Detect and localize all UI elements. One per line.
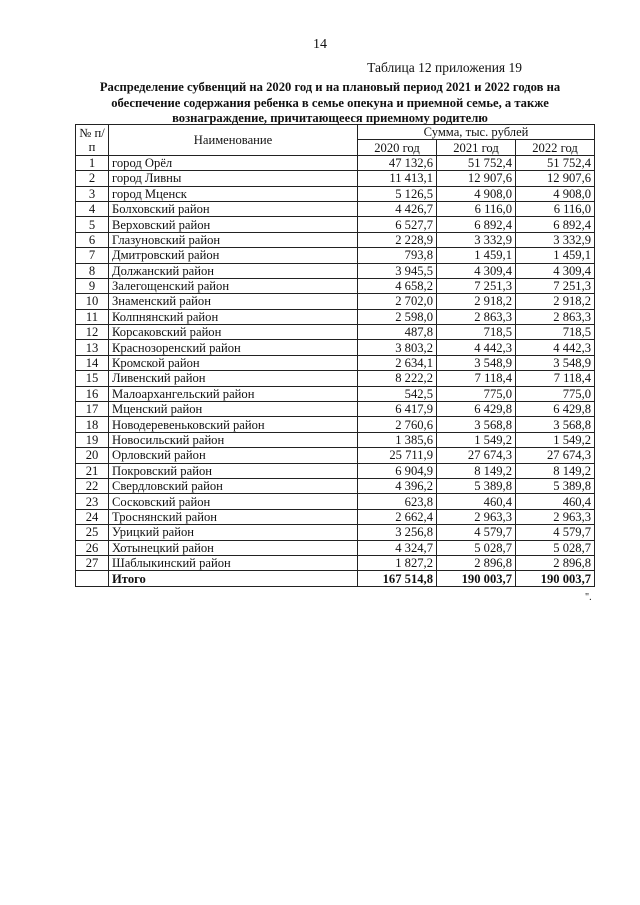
row-value-2020: 2 228,9 (358, 232, 437, 247)
table-row (76, 309, 595, 324)
row-name: Покровский район (109, 463, 358, 478)
table-footer (76, 571, 595, 586)
row-value-2020: 3 945,5 (358, 263, 437, 278)
row-number: 27 (76, 555, 109, 570)
row-value-2022: 7 118,4 (516, 371, 595, 386)
row-name: Шаблыкинский район (109, 555, 358, 570)
row-number: 7 (76, 248, 109, 263)
row-value-2020: 542,5 (358, 386, 437, 401)
table-row (76, 278, 595, 293)
row-value-2020: 2 598,0 (358, 309, 437, 324)
header-year-2020: 2020 год (358, 140, 437, 155)
row-value-2022: 1 549,2 (516, 432, 595, 447)
row-value-2021: 2 918,2 (437, 294, 516, 309)
row-value-2021: 775,0 (437, 386, 516, 401)
row-value-2021: 460,4 (437, 494, 516, 509)
row-number: 11 (76, 309, 109, 324)
header-name: Наименование (109, 125, 358, 156)
row-value-2021: 4 442,3 (437, 340, 516, 355)
row-name: Краснозоренский район (109, 340, 358, 355)
header-sum: Сумма, тыс. рублей (358, 125, 595, 140)
table-row (76, 463, 595, 478)
row-number: 5 (76, 217, 109, 232)
document-title: Распределение субвенций на 2020 год и на плановый период 2021 и 2022 годов на обеспечение содержания ребенка в семье опекуна и приемной семье, а также вознаграждение, причитающееся приемному родителю (99, 80, 561, 125)
row-value-2020: 47 132,6 (358, 155, 437, 170)
row-number: 18 (76, 417, 109, 432)
row-name: Колпнянский район (109, 309, 358, 324)
row-value-2022: 12 907,6 (516, 171, 595, 186)
end-mark: ". (585, 592, 592, 603)
row-value-2020: 623,8 (358, 494, 437, 509)
table-row (76, 248, 595, 263)
table-reference: Таблица 12 приложения 19 (367, 60, 522, 75)
row-value-2020: 1 385,6 (358, 432, 437, 447)
table-row (76, 171, 595, 186)
row-value-2021: 6 892,4 (437, 217, 516, 232)
page-number: 14 (313, 37, 327, 52)
row-number: 24 (76, 509, 109, 524)
row-value-2021: 12 907,6 (437, 171, 516, 186)
row-value-2021: 7 251,3 (437, 278, 516, 293)
row-name: Залегощенский район (109, 278, 358, 293)
row-value-2022: 1 459,1 (516, 248, 595, 263)
row-value-2020: 2 760,6 (358, 417, 437, 432)
row-value-2022: 3 568,8 (516, 417, 595, 432)
row-name: Ливенский район (109, 371, 358, 386)
row-value-2022: 6 429,8 (516, 402, 595, 417)
row-value-2020: 2 634,1 (358, 355, 437, 370)
row-value-2022: 5 389,8 (516, 478, 595, 493)
row-value-2021: 4 579,7 (437, 525, 516, 540)
row-value-2021: 5 389,8 (437, 478, 516, 493)
table-row (76, 186, 595, 201)
row-value-2022: 7 251,3 (516, 278, 595, 293)
table-header (76, 125, 595, 156)
row-name: Болховский район (109, 201, 358, 216)
row-number: 20 (76, 448, 109, 463)
row-value-2021: 2 896,8 (437, 555, 516, 570)
row-value-2020: 487,8 (358, 325, 437, 340)
row-value-2022: 6 892,4 (516, 217, 595, 232)
row-value-2022: 4 442,3 (516, 340, 595, 355)
row-value-2021: 3 332,9 (437, 232, 516, 247)
row-name: Свердловский район (109, 478, 358, 493)
row-value-2022: 775,0 (516, 386, 595, 401)
header-year-2022: 2022 год (516, 140, 595, 155)
row-name: город Ливны (109, 171, 358, 186)
row-value-2021: 2 863,3 (437, 309, 516, 324)
row-value-2022: 2 963,3 (516, 509, 595, 524)
table-row (76, 417, 595, 432)
row-value-2022: 51 752,4 (516, 155, 595, 170)
table-row (76, 263, 595, 278)
row-value-2020: 11 413,1 (358, 171, 437, 186)
row-name: Троснянский район (109, 509, 358, 524)
total-2020: 167 514,8 (358, 571, 437, 586)
row-value-2022: 4 309,4 (516, 263, 595, 278)
row-value-2022: 3 548,9 (516, 355, 595, 370)
table-row (76, 478, 595, 493)
table-row (76, 355, 595, 370)
total-number-cell (76, 571, 109, 586)
row-value-2022: 4 579,7 (516, 525, 595, 540)
row-value-2021: 5 028,7 (437, 540, 516, 555)
total-row (76, 571, 595, 586)
row-value-2022: 2 896,8 (516, 555, 595, 570)
table-row (76, 232, 595, 247)
row-value-2021: 8 149,2 (437, 463, 516, 478)
row-value-2022: 6 116,0 (516, 201, 595, 216)
row-value-2020: 4 324,7 (358, 540, 437, 555)
row-number: 2 (76, 171, 109, 186)
row-value-2020: 2 662,4 (358, 509, 437, 524)
row-number: 15 (76, 371, 109, 386)
row-number: 14 (76, 355, 109, 370)
row-value-2022: 2 918,2 (516, 294, 595, 309)
row-name: город Мценск (109, 186, 358, 201)
table-row (76, 386, 595, 401)
row-value-2022: 2 863,3 (516, 309, 595, 324)
row-value-2021: 27 674,3 (437, 448, 516, 463)
row-value-2020: 3 803,2 (358, 340, 437, 355)
row-value-2021: 2 963,3 (437, 509, 516, 524)
row-value-2020: 1 827,2 (358, 555, 437, 570)
row-number: 17 (76, 402, 109, 417)
row-name: Сосковский район (109, 494, 358, 509)
row-value-2022: 3 332,9 (516, 232, 595, 247)
row-value-2020: 6 417,9 (358, 402, 437, 417)
row-number: 4 (76, 201, 109, 216)
row-value-2022: 460,4 (516, 494, 595, 509)
row-value-2020: 2 702,0 (358, 294, 437, 309)
row-value-2021: 3 568,8 (437, 417, 516, 432)
row-number: 9 (76, 278, 109, 293)
row-value-2021: 1 549,2 (437, 432, 516, 447)
row-name: Корсаковский район (109, 325, 358, 340)
table-body (76, 155, 595, 571)
table-row (76, 402, 595, 417)
row-number: 6 (76, 232, 109, 247)
row-value-2020: 4 658,2 (358, 278, 437, 293)
total-2021: 190 003,7 (437, 571, 516, 586)
table-row (76, 525, 595, 540)
row-name: Орловский район (109, 448, 358, 463)
row-number: 19 (76, 432, 109, 447)
table-row (76, 371, 595, 386)
row-value-2020: 793,8 (358, 248, 437, 263)
row-number: 8 (76, 263, 109, 278)
row-number: 22 (76, 478, 109, 493)
row-value-2020: 6 904,9 (358, 463, 437, 478)
row-name: Глазуновский район (109, 232, 358, 247)
total-2022: 190 003,7 (516, 571, 595, 586)
row-value-2020: 5 126,5 (358, 186, 437, 201)
row-value-2020: 4 426,7 (358, 201, 437, 216)
row-name: Кромской район (109, 355, 358, 370)
table-row (76, 340, 595, 355)
subvention-table (75, 124, 595, 587)
row-value-2022: 5 028,7 (516, 540, 595, 555)
row-name: Мценский район (109, 402, 358, 417)
table-row (76, 155, 595, 170)
row-name: Урицкий район (109, 525, 358, 540)
row-name: Малоархангельский район (109, 386, 358, 401)
row-value-2022: 4 908,0 (516, 186, 595, 201)
table-row (76, 217, 595, 232)
row-value-2021: 7 118,4 (437, 371, 516, 386)
table-row (76, 325, 595, 340)
row-name: Хотынецкий район (109, 540, 358, 555)
row-value-2020: 6 527,7 (358, 217, 437, 232)
row-value-2021: 6 116,0 (437, 201, 516, 216)
row-value-2020: 25 711,9 (358, 448, 437, 463)
row-value-2021: 6 429,8 (437, 402, 516, 417)
row-value-2021: 3 548,9 (437, 355, 516, 370)
table-row (76, 494, 595, 509)
row-number: 10 (76, 294, 109, 309)
row-number: 3 (76, 186, 109, 201)
row-name: Новодеревеньковский район (109, 417, 358, 432)
row-value-2020: 8 222,2 (358, 371, 437, 386)
table-row (76, 448, 595, 463)
row-value-2022: 27 674,3 (516, 448, 595, 463)
row-value-2021: 51 752,4 (437, 155, 516, 170)
table-row (76, 432, 595, 447)
total-label: Итого (109, 571, 358, 586)
row-value-2021: 718,5 (437, 325, 516, 340)
header-year-2021: 2021 год (437, 140, 516, 155)
row-value-2020: 4 396,2 (358, 478, 437, 493)
row-number: 16 (76, 386, 109, 401)
row-name: Знаменский район (109, 294, 358, 309)
row-name: Верховский район (109, 217, 358, 232)
row-value-2022: 718,5 (516, 325, 595, 340)
row-number: 26 (76, 540, 109, 555)
row-name: Должанский район (109, 263, 358, 278)
table-row (76, 555, 595, 570)
row-number: 13 (76, 340, 109, 355)
row-number: 12 (76, 325, 109, 340)
row-value-2021: 1 459,1 (437, 248, 516, 263)
row-number: 1 (76, 155, 109, 170)
row-name: Дмитровский район (109, 248, 358, 263)
row-value-2022: 8 149,2 (516, 463, 595, 478)
row-number: 21 (76, 463, 109, 478)
header-number: № п/п (76, 125, 109, 156)
row-value-2021: 4 309,4 (437, 263, 516, 278)
table-row (76, 201, 595, 216)
table-row (76, 509, 595, 524)
row-value-2021: 4 908,0 (437, 186, 516, 201)
row-name: город Орёл (109, 155, 358, 170)
row-name: Новосильский район (109, 432, 358, 447)
row-value-2020: 3 256,8 (358, 525, 437, 540)
table-row (76, 294, 595, 309)
row-number: 23 (76, 494, 109, 509)
row-number: 25 (76, 525, 109, 540)
table-row (76, 540, 595, 555)
